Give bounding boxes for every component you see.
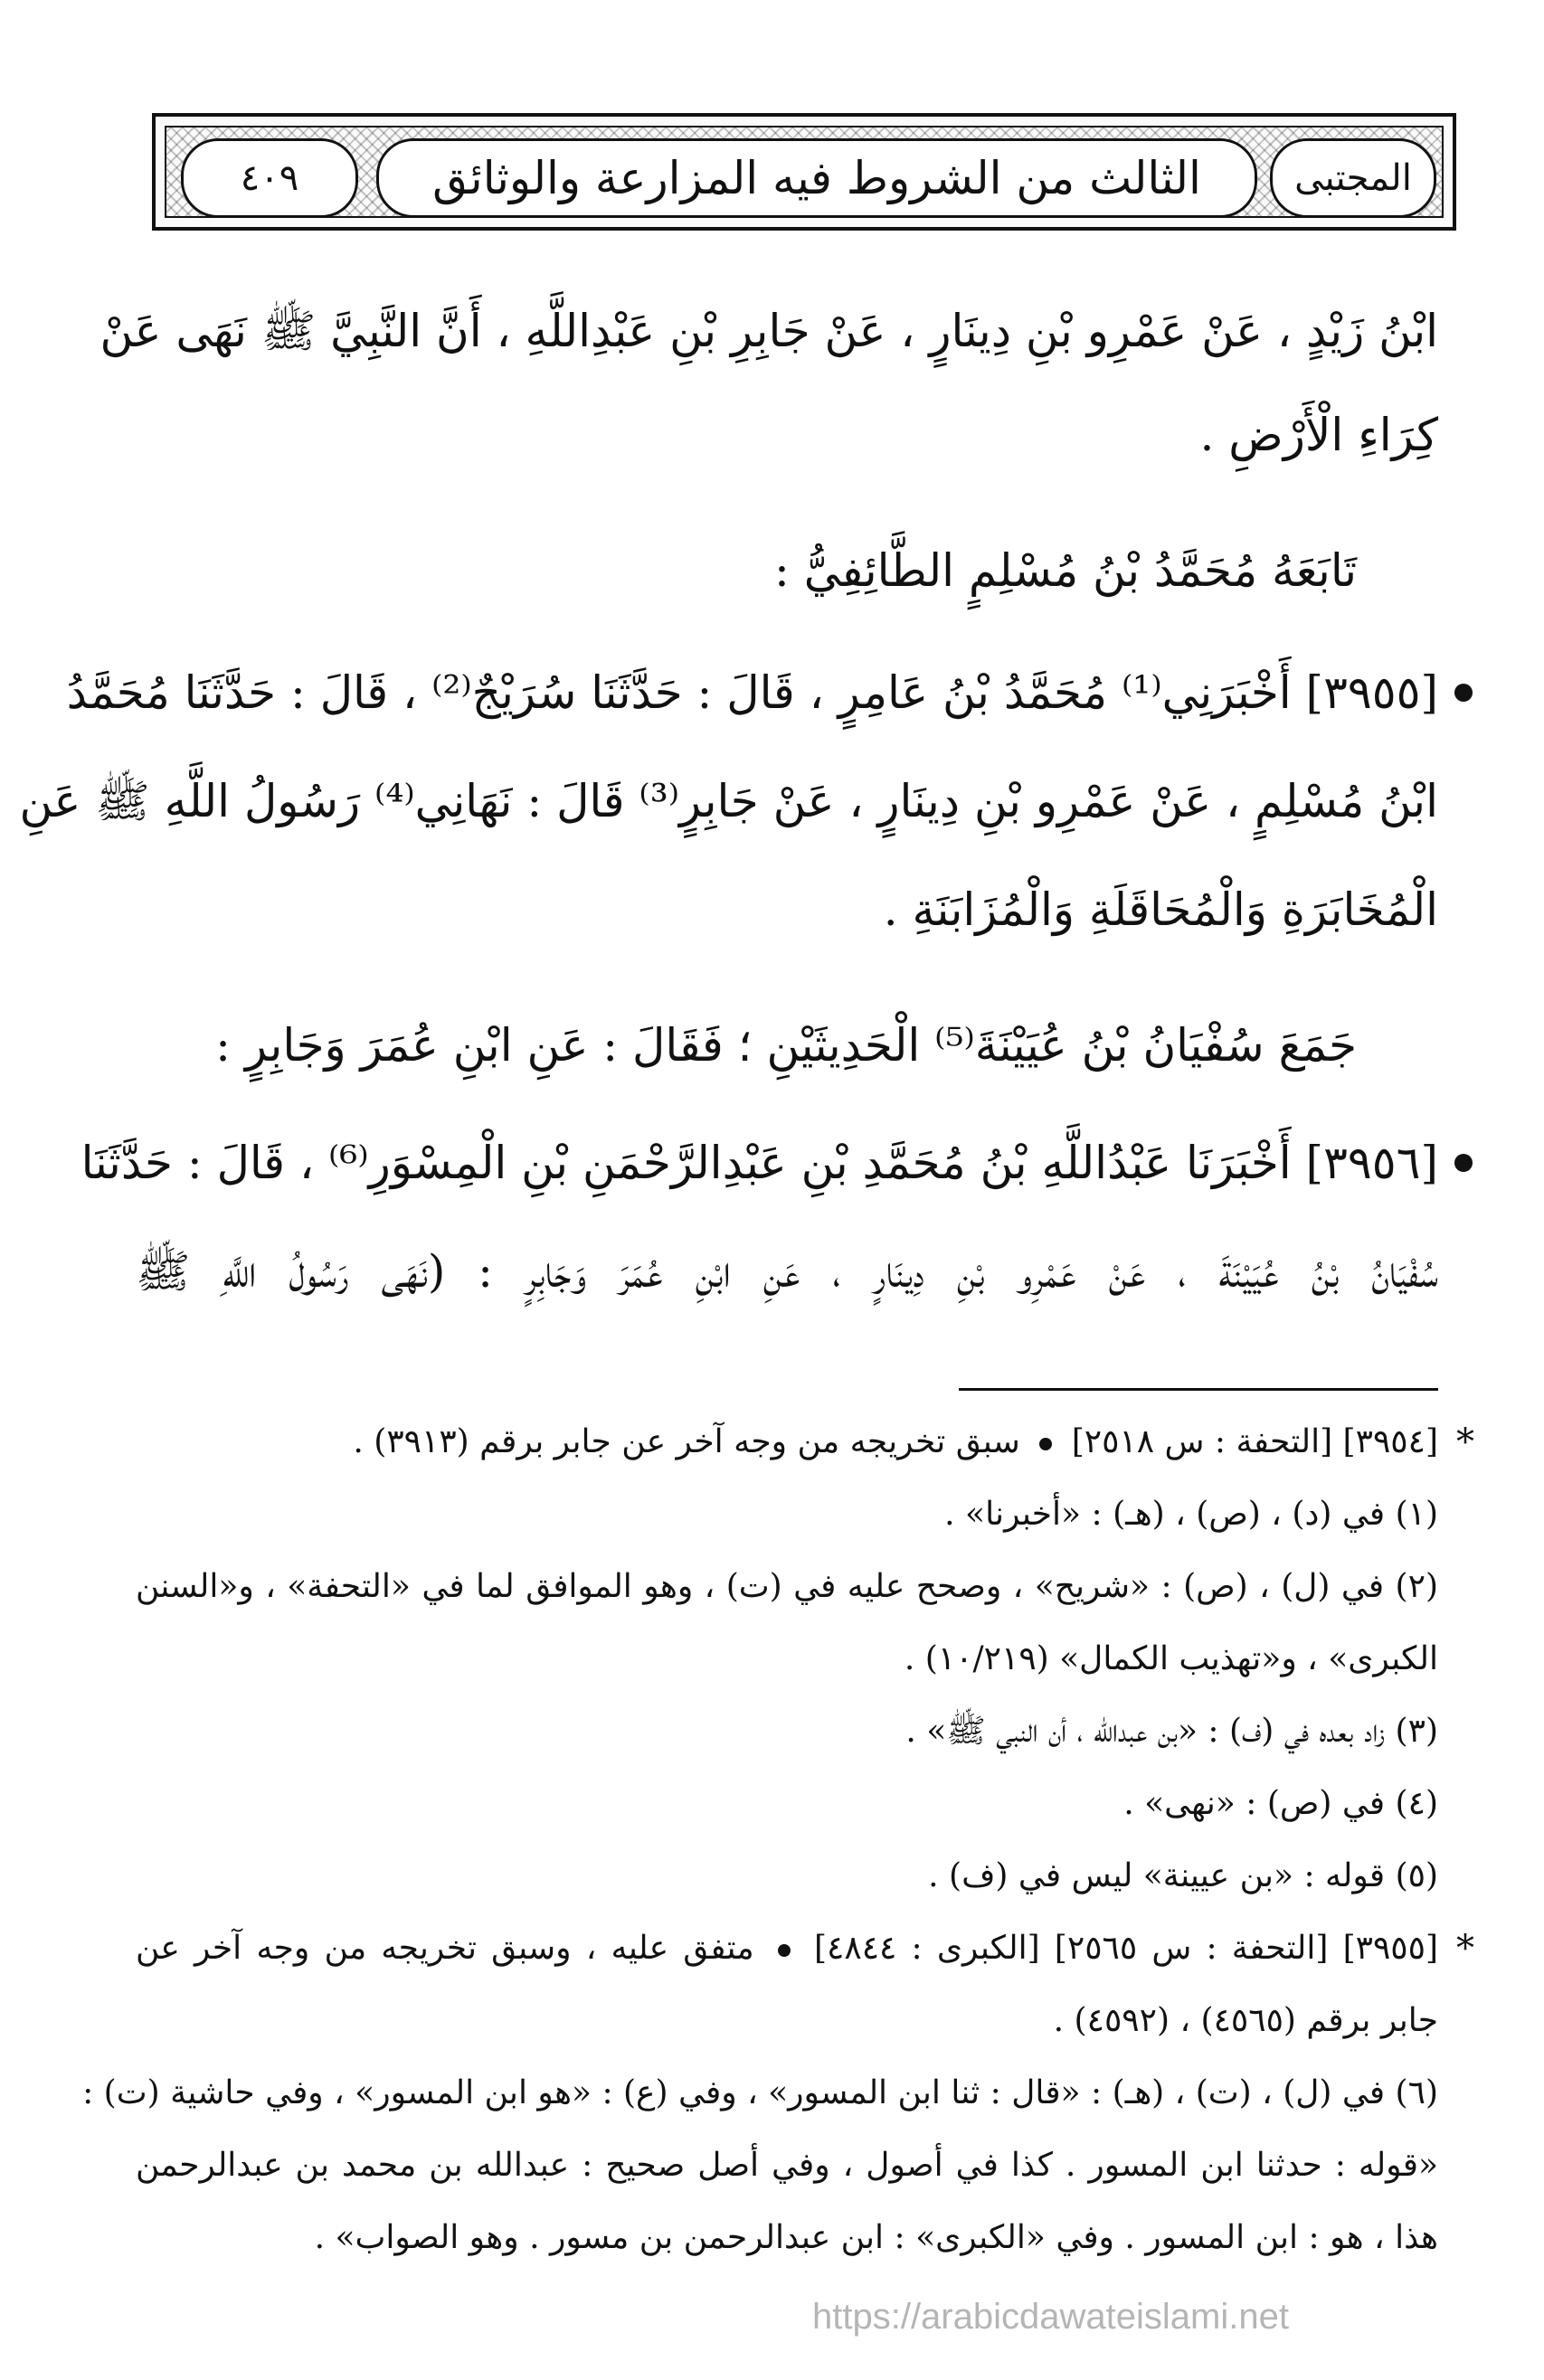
header-ornament-border	[165, 126, 1444, 218]
asterisk-icon: *	[1456, 1928, 1474, 1969]
header-title: الثالث من الشروط فيه المزارعة والوثائق	[432, 152, 1201, 204]
text-line: سُفْيَانُ بْنُ عُيَيْنَةَ ، عَنْ عَمْرِو بْنِ دِينَارٍ ، عَنِ ابْنِ عُمَرَ وَجَابِرٍ : (نَهَى رَسُولُ اللَّهِ ﷺ	[136, 1245, 1438, 1298]
footnote-4: (٤) في (ص) : «نهى» .	[1123, 1785, 1438, 1822]
book-name-cartouche	[1270, 138, 1436, 218]
text-line: الْمُخَابَرَةِ وَالْمُحَاقَلَةِ وَالْمُزَابَنَةِ .	[883, 883, 1438, 936]
bullet-dot	[778, 1944, 791, 1957]
hadith-3955-line: [٣٩٥٥] أَخْبَرَنِي⁽¹⁾ مُحَمَّدُ بْنُ عَامِرٍ ، قَالَ : حَدَّثَنَا سُرَيْجٌ⁽²⁾ ، قَالَ : حَدَّثَنَا مُحَمَّدُ	[136, 660, 1438, 725]
footnote-3954: * [٣٩٥٤] [التحفة : س ٢٥١٨] سبق تخريجه من وجه آخر عن جابر برقم (٣٩١٣) .	[353, 1421, 1474, 1463]
bullet-dot	[1039, 1438, 1052, 1450]
asterisk-icon: *	[1456, 1421, 1474, 1463]
footnote-6-cont: هذا ، هو : ابن المسور . وفي «الكبرى» : ابن عبدالرحمن بن مسور . وهو الصواب» .	[314, 2219, 1438, 2256]
page-number: ٤٠٩	[240, 157, 299, 199]
text-line: ابْنُ مُسْلِمٍ ، عَنْ عَمْرِو بْنِ دِينَارٍ ، عَنْ جَابِرٍ⁽³⁾ قَالَ : نَهَانِي⁽⁴⁾ رَسُولُ اللَّهِ ﷺ عَنِ	[19, 775, 1438, 827]
footnote-3: (٣) زاد بعده في (ف) : «بن عبدالله ، أن النبي ﷺ» .	[905, 1713, 1438, 1750]
text-line: ابْنُ زَيْدٍ ، عَنْ عَمْرِو بْنِ دِينَارٍ ، عَنْ جَابِرِ بْنِ عَبْدِاللَّهِ ، أَنَّ النَّبِيَّ ﷺ نَهَى عَنْ	[99, 305, 1438, 357]
header-title-cartouche	[376, 138, 1257, 218]
footnote-5: (٥) قوله : «بن عيينة» ليس في (ف) .	[928, 1857, 1438, 1894]
watermark-url: https://arabicdawateislami.net	[812, 2297, 1289, 2337]
footnote-1: (١) في (د) ، (ص) ، (هـ) : «أخبرنا» .	[944, 1496, 1438, 1533]
text-line: كِرَاءِ الْأَرْضِ .	[1199, 409, 1438, 461]
hadith-3956-line: [٣٩٥٦] أَخْبَرَنَا عَبْدُاللَّهِ بْنُ مُحَمَّدِ بْنِ عَبْدِالرَّحْمَنِ بْنِ الْمِسْوَرِ⁽⁶⁾ ، قَالَ : حَدَّثَنَا	[136, 1130, 1438, 1195]
bullet-dot	[1454, 684, 1473, 702]
footnote-3955-cont: جابر برقم (٤٥٦٥) ، (٤٥٩٢) .	[1053, 2002, 1438, 2039]
footnote-2-cont: الكبرى» ، و«تهذيب الكمال» (١٠/٢١٩) .	[904, 1640, 1438, 1677]
footnote-3955: * [٣٩٥٥] [التحفة : س ٢٥٦٥] [الكبرى : ٤٨٤٤] متفق عليه ، وسبق تخريجه من وجه آخر عن	[136, 1928, 1474, 1969]
text-line: تَابَعَهُ مُحَمَّدُ بْنُ مُسْلِمٍ الطَّائِفِيُّ :	[774, 544, 1357, 597]
page-header	[152, 113, 1456, 231]
bullet-dot	[1454, 1154, 1473, 1172]
footnote-6-cont: «قوله : حدثنا ابن المسور . كذا في أصول ، وفي أصل صحيح : عبدالله بن محمد بن عبدالرحمن	[136, 2147, 1438, 2184]
footnote-2: (٢) في (ل) ، (ص) : «شريح» ، وصحح عليه في (ت) ، وهو الموافق لما في «التحفة» ، و«السنن	[136, 1568, 1438, 1605]
text-line: جَمَعَ سُفْيَانُ بْنُ عُيَيْنَةَ⁽⁵⁾ الْحَدِيثَيْنِ ؛ فَقَالَ : عَنِ ابْنِ عُمَرَ وَجَابِرٍ :	[215, 1019, 1357, 1072]
page-number-cartouche	[181, 138, 358, 218]
footnote-6: (٦) في (ل) ، (ت) ، (هـ) : «قال : ثنا ابن المسور» ، وفي (ع) : «هو ابن المسور» ، وفي حاشية (ت) :	[82, 2074, 1438, 2111]
book-name: المجتبى	[1294, 157, 1412, 199]
footnote-separator	[959, 1388, 1438, 1391]
